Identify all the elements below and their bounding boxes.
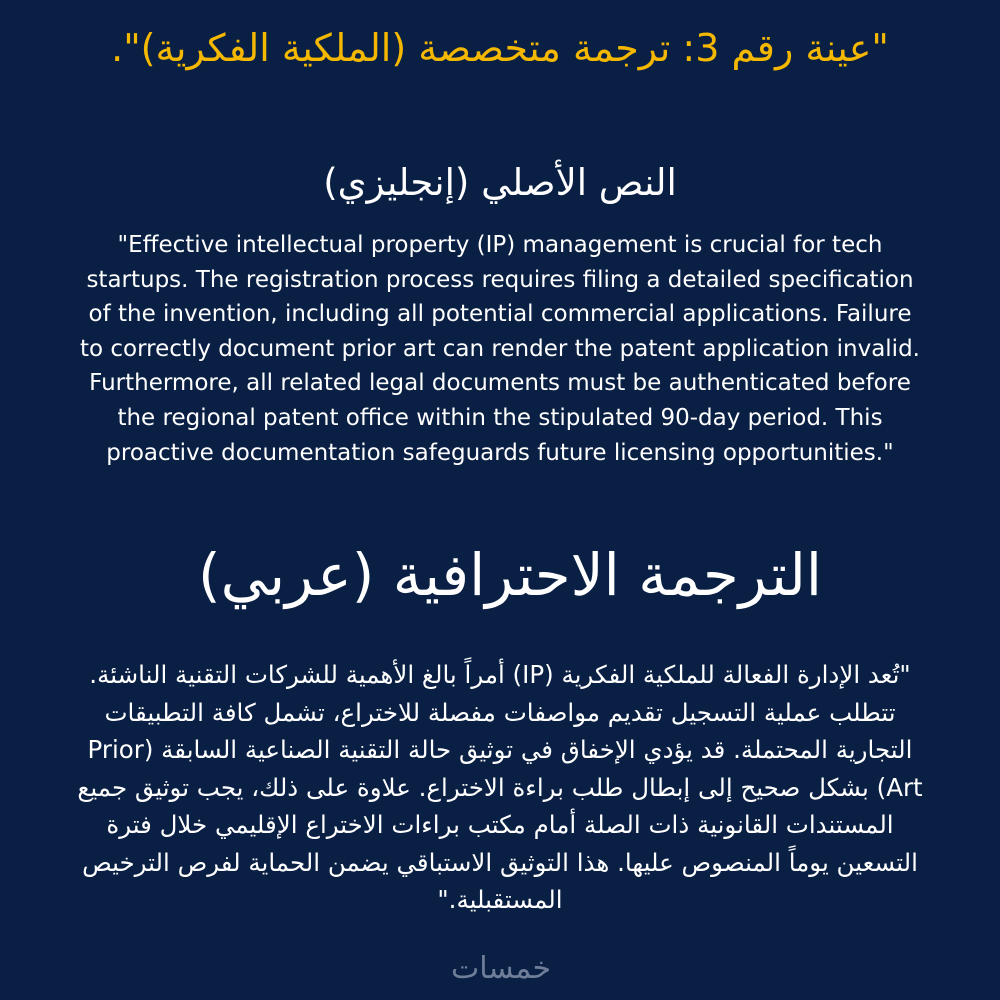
sample-title: "عينة رقم 3: ترجمة متخصصة (الملكية الفكرية)". bbox=[111, 26, 889, 70]
khamsat-watermark-logo: خمسات bbox=[450, 951, 552, 986]
original-text-heading: النص الأصلي (إنجليزي) bbox=[323, 161, 677, 204]
original-english-paragraph: "Effective intellectual property (IP) management is crucial for tech startups. The registration process requires filing a detailed specification of the invention, including all potential commercial applications. Failure to correctly document prior art can render the patent application invalid. Furthermore, all related legal documents must be authenticated before the regional patent office within the stipulated 90-day period. This proactive documentation safeguards future licensing opportunities." bbox=[80, 232, 920, 466]
arabic-translation-paragraph: "تُعد الإدارة الفعالة للملكية الفكرية (IP) أمراً بالغ الأهمية للشركات التقنية الناشئة. تتطلب عملية التسجيل تقديم مواصفات مفصلة للاختراع، تشمل كافة التطبيقات التجارية المحتملة. قد يؤدي الإخفاق في توثيق حالة التقنية الصناعية السابقة (Prior Art) بشكل صحيح إلى إبطال طلب براءة الاختراع. علاوة على ذلك، يجب توثيق جميع المستندات القانونية ذات الصلة أمام مكتب براءات الاختراع الإقليمي خلال فترة التسعين يوماً المنصوص عليها. هذا التوثيق الاستباقي يضمن الحماية لفرص الترخيص المستقبلية." bbox=[77, 660, 923, 914]
translation-heading: الترجمة الاحترافية (عربي) bbox=[198, 541, 822, 609]
